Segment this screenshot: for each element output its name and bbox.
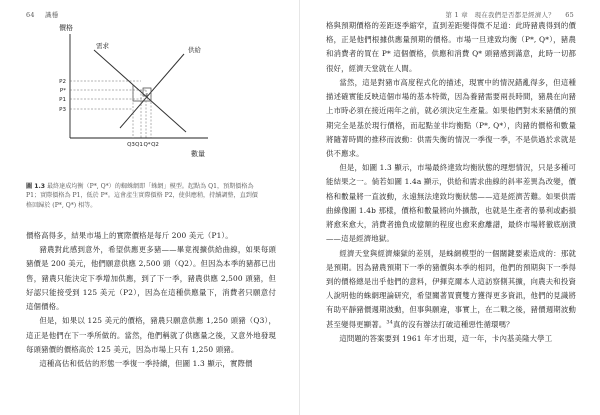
tick-p2: P2 — [59, 79, 66, 85]
left-running-head — [26, 10, 58, 19]
right-running-head — [446, 10, 574, 19]
left-running-title: 識穩 — [45, 11, 59, 19]
figure-caption-text: 最終達成均衡（P*, Q*）的蜘蛛網即「蛛網」模型。起點為 Q1，預期價格為 P1；實際價格為 P1，低於 P*。這會產生實際價格 P2，使供應稍，持續調整，直到價格回歸於 (P*, Q*) 相等。 — [26, 183, 258, 209]
paragraph: 豬農對此感到意外，希望供應更多豬——畢竟視擴供給曲線，如果每頭豬價是 200 美元，他們願意供應 2,500 頭（Q2）。但因為本季的豬都已出售，豬農只能決定下季增加供應，到了下一季，豬農供應 2,500 頭豬，但好認只能接受到 125 美元（P2），因為在這種供應量下，消費者只願意付這個價格。 — [26, 245, 276, 312]
footnote-marker: 34 — [386, 319, 393, 326]
right-body-text — [326, 19, 576, 346]
paragraph-tail: 真的沒有辦法打破這種惡性循環嗎？ — [393, 319, 514, 329]
right-page — [300, 0, 600, 415]
tick-q1: Q1 — [135, 142, 143, 148]
cobweb-chart-svg — [48, 20, 223, 170]
paragraph: 當然，這是對豬市高度程式化的描述，現實中的情況錯亂得多，但這種描述確實能反映這個市場的基本特徵，因為養豬需要兩長時間，豬農在向豬上市時必須在接近兩年之前，就必須決定生產量。如果他們對未來豬價的預期完全是基於現行價格，而起點並非均衡點（P*, Q*），肉豬的價格和數量將隨著時間的推移而波動：供需失衡的情況一季復一季，不是供過於求就是供不應求。 — [326, 77, 576, 158]
figure-caption — [26, 182, 262, 210]
supply-label: 供給 — [188, 46, 201, 54]
paragraph — [326, 247, 576, 332]
tick-pstar: P* — [59, 88, 66, 94]
right-running-title: 第 1 章 現在我們是否都是經濟人？ — [445, 11, 555, 19]
left-page-number: 64 — [26, 11, 35, 19]
tick-q2: Q2 — [151, 142, 159, 148]
paragraph: 價格高得多，結果市場上的實際價格是每斤 200 美元（P1）。 — [26, 231, 233, 240]
demand-curve — [94, 50, 186, 132]
figure-label: 圖 1.3 — [26, 183, 46, 190]
paragraph: 但是，如圖 1.3 顯示，市場最終達致均衡狀態的理想情況，只是多種可能結果之一。倘若如圖 1.4a 顯示，供給和需求曲線的斜率差異為改變，價格和數量將一直波動，永遠無法達致均衡狀態——這是經濟苦難。如果供需曲線像圖 1.4b 那樣，價格和數量將向外擴散，也就是生產者的暴利或虧損將愈來愈大，消費者擔負成億額的程度也愈來愈離譜，最終市場將徹底崩潰——這是經濟地獄。 — [326, 163, 576, 244]
tick-p3: P3 — [59, 107, 66, 113]
paragraph: 格與預期價格的差距逐季縮窄，直到差距變得微不足道：此時豬農得到的價格，正是他們根據供應量預期的價格。市場一旦達致均衡（P*, Q*），豬農和消費者的買在 P* 這個價格，供應和消費 Q* 頭豬感到滿意，此時一切都很好，經濟天堂就在人間。 — [326, 21, 576, 73]
y-axis-label: 價格 — [59, 24, 73, 32]
paragraph: 但是，如果以 125 美元的價格，豬農只願意供應 1,250 頭豬（Q3），這正是他們在下一季所做的。當然，他們稱就了供應量之後，又意外地發現每頭豬價的價格高於 125 美元，因為市場上只有 1,250 頭豬。 — [26, 316, 276, 354]
paragraph: 這問題的答案要到 1961 年才出現，這一年，卡內基美隆大學工 — [339, 333, 553, 343]
x-axis-label: 數量 — [191, 150, 205, 158]
left-body-text — [26, 229, 276, 371]
supply-curve — [120, 54, 184, 128]
cobweb-chart — [48, 20, 223, 170]
paragraph: 這種高估和低估的形態一季復一季持續，但圖 1.3 顯示，實際價 — [39, 358, 253, 368]
demand-label: 需求 — [96, 42, 109, 50]
tick-p1: P1 — [59, 97, 66, 103]
paragraph-text: 經濟天堂與經濟煉獄的差別，是蛛網模型的一個關鍵要素造成的：那就是預期。因為豬農預期下一季的豬價與本季的相同，他們的預期與下一季得到的價格總是出乎他們的意料，伊揮克爾本人這訪察側其擴，向農夫和投資人說明他的蛛網理論研究，希望關著買賣雙方獲得更多資訊，他們的見識將有助平靜豬價週期波動，但事與願違，事實上，在二戰之後，豬價週期波動甚至變得更顯著。 — [326, 248, 576, 329]
tick-q3: Q3 — [127, 142, 135, 148]
right-page-number: 65 — [565, 11, 574, 19]
tick-qstar: Q* — [143, 142, 151, 148]
